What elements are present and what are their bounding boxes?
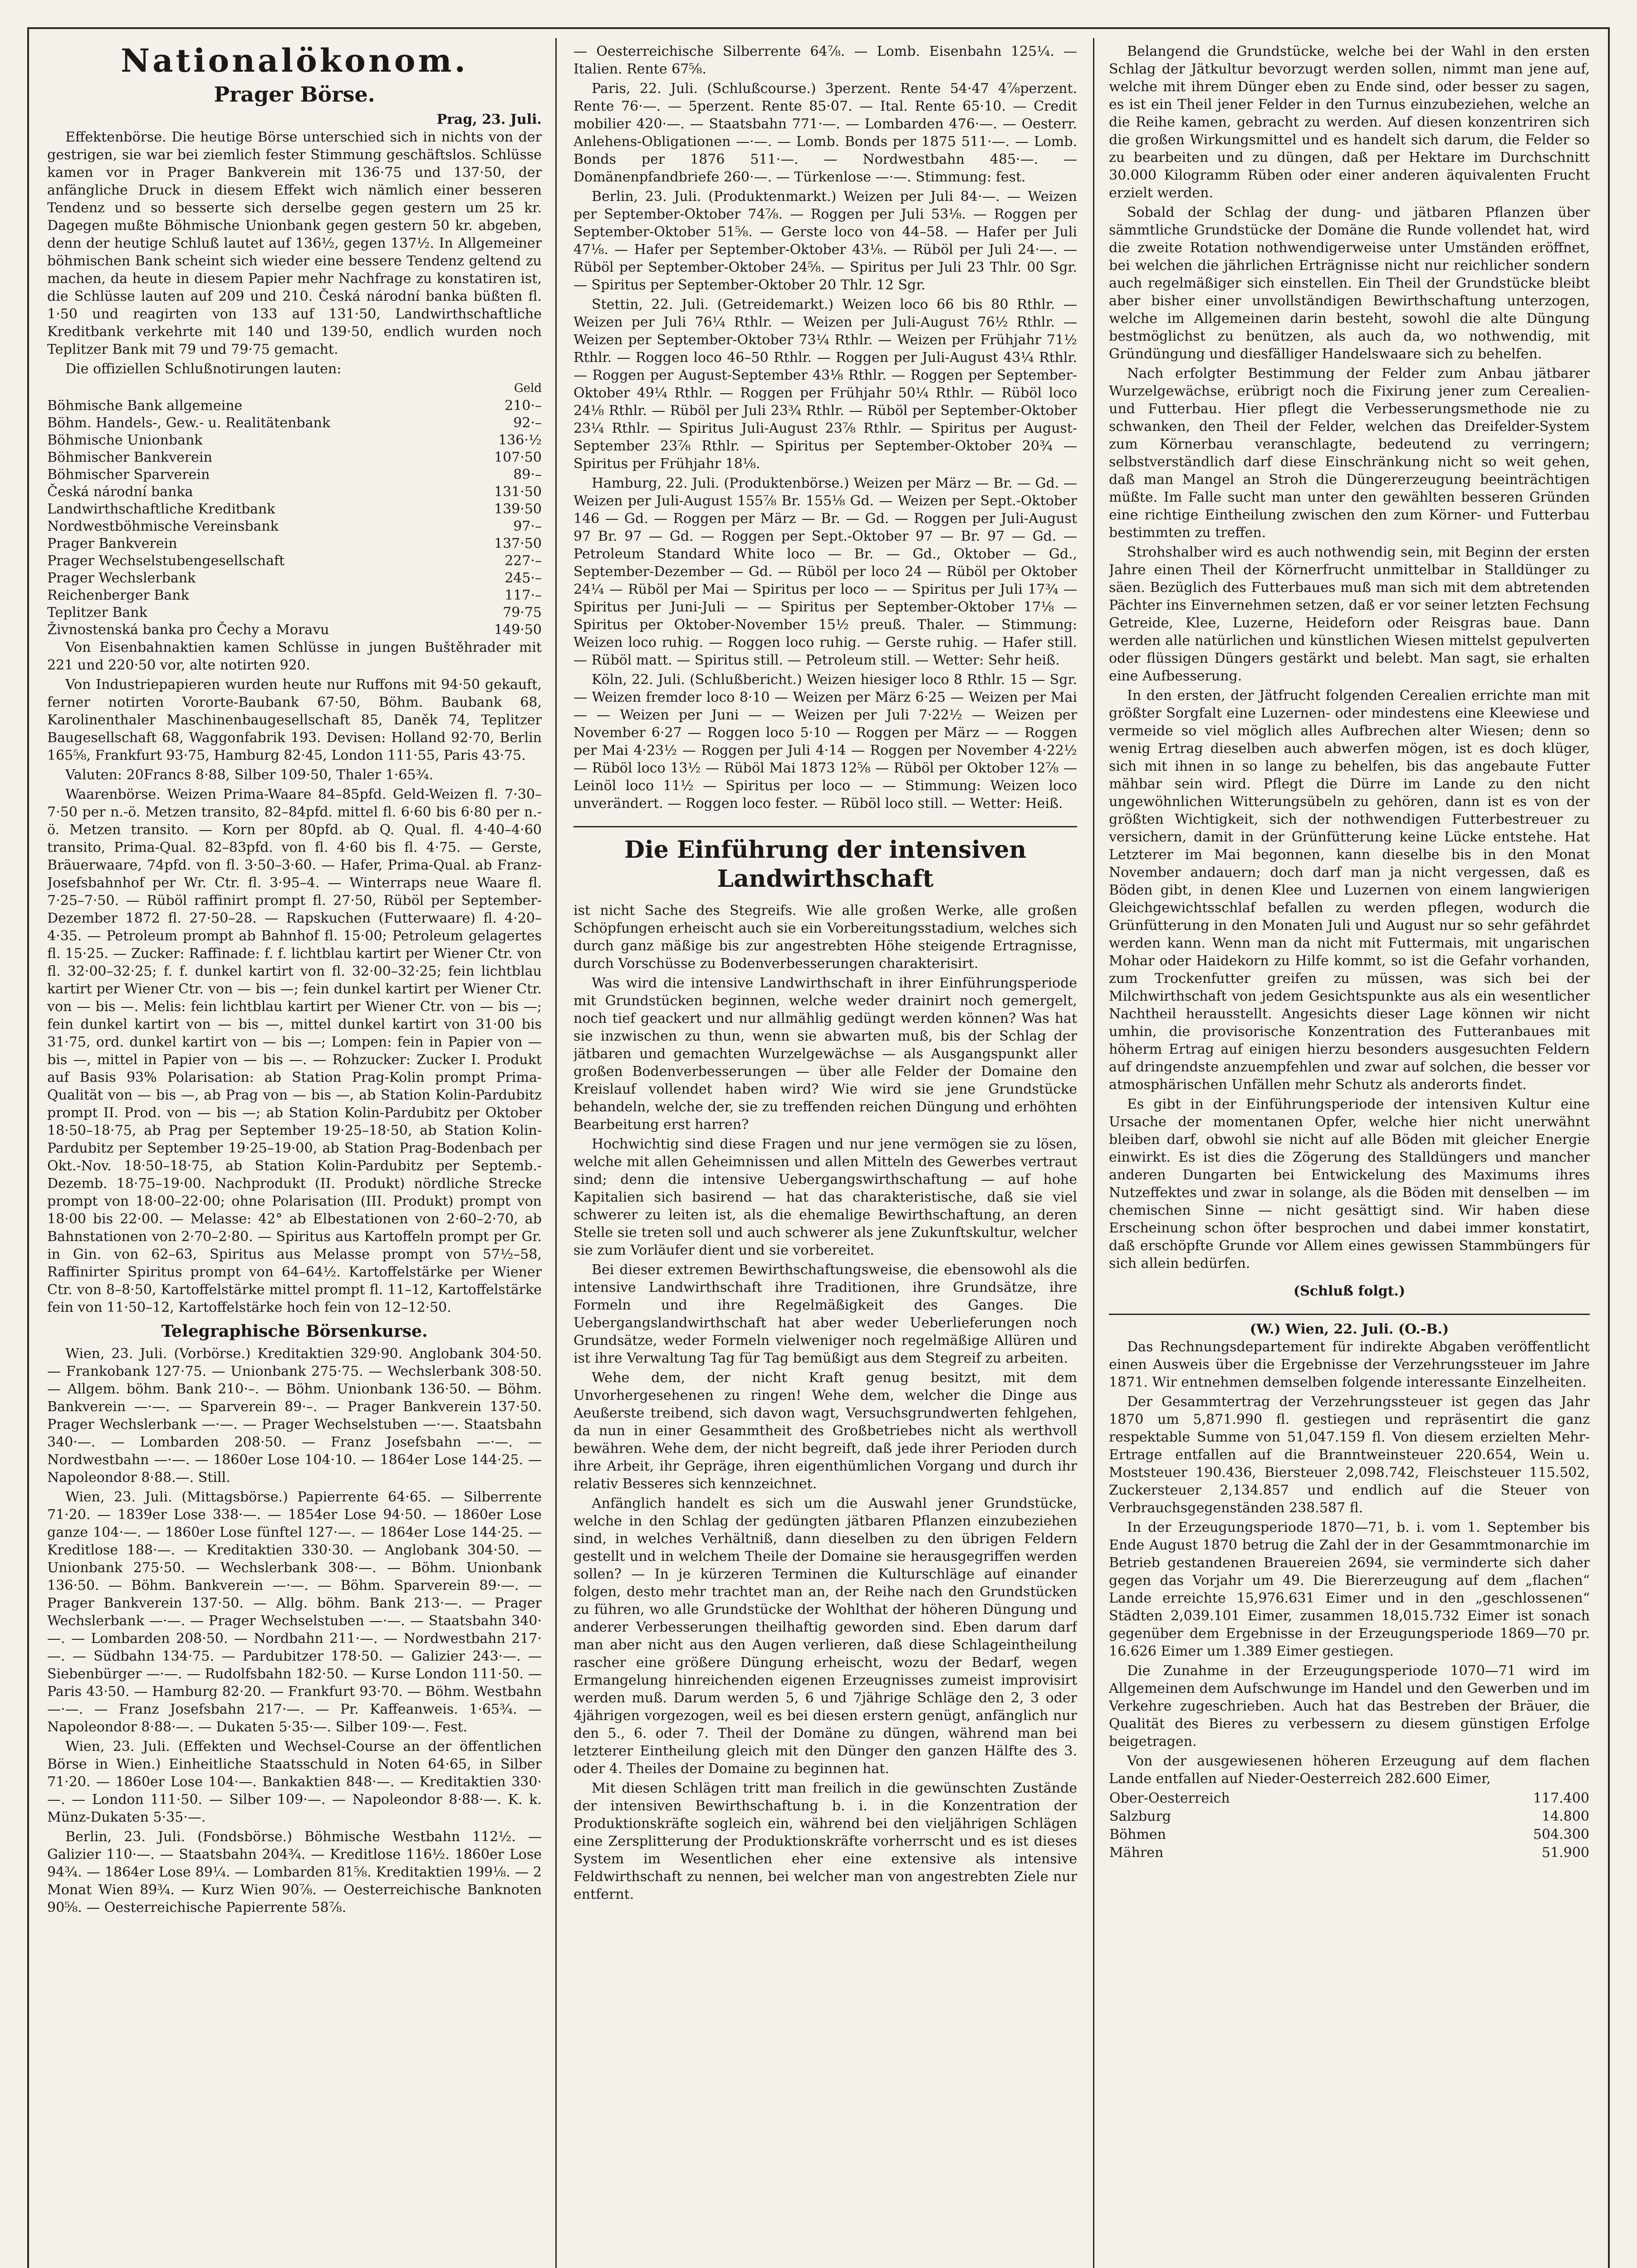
wien-heading: (W.) Wien, 22. Juli. (O.-B.) <box>1250 1321 1449 1337</box>
quote-row <box>47 415 542 432</box>
article-paragraph: Wehe dem, der nicht Kraft genug besitzt, mit dem Unvorhergesehenen zu ringen! Wehe dem, welcher die Dinge aus Aeußerste treibend, sich davon wagt, Versuchsgrundwerten fehlgehen, da nun in einer Gesammtheit des Großbetriebes nicht als werthvoll bewähren. Wehe dem, der nicht begreift, daß jede ihrer Perioden durch ihre Arbeit, ihr Gepräge, ihren eigenthümlichen Vorgang und durch ihr relativ Besseres sich kennzeichnet. <box>573 1370 1077 1492</box>
wien-paragraph: Die Zunahme in der Erzeugungsperiode 1070—71 wird im Allgemeinen dem Aufschwunge im Handel und den Gewerben und im Verkehre zugeschrieben. Auch hat das Bestreben der Bräuer, die Qualität des Bieres zu verbessern zu diesem günstigen Erfolge beigetragen. <box>1109 1663 1590 1750</box>
provinces-table <box>1109 1789 1590 1862</box>
top-paragraph: — Oesterreichische Silberrente 64⅞. — Lomb. Eisenbahn 125¼. — Italien. Rente 67⅝. <box>573 44 1077 77</box>
berlin-produkte: Berlin, 23. Juli. (Produktenmarkt.) Weizen per Juli 84·—. — Weizen per September-Oktober 74⅞. — Roggen per Juli 53⅛. — Roggen per September-Oktober 51⅝. — Gerste loco von 44–58. — Hafer per Juli 47⅛. — Hafer per September-Oktober 43⅛. — Rüböl per Juli 24·—. — Rüböl per September-Oktober 24⅝. — Spiritus per Juli 23 Thlr. 00 Sgr. — Spiritus per September-Oktober 20 Thlr. 12 Sgr. <box>573 189 1077 293</box>
province-row-name: Ober-Oesterreich <box>1109 1790 1230 1806</box>
quote-row-name: Česká národní banka <box>47 484 193 500</box>
quote-row <box>47 484 542 501</box>
province-row <box>1109 1844 1590 1862</box>
section-masthead: Nationalökonom. <box>121 43 468 79</box>
quote-row <box>47 570 542 587</box>
newspaper-page <box>27 27 1610 2268</box>
quote-row <box>47 587 542 604</box>
rail-paragraph: Von Eisenbahnaktien kamen Schlüsse in jungen Buštěhrader mit 221 und 220·50 vor, alte notirten 920. <box>47 640 542 673</box>
article-cont-paragraph: Sobald der Schlag der dung- und jätbaren Pflanzen über sämmtliche Grundstücke der Domäne die Runde vollendet hat, wird die zweite Rotation nothwendigerweise unter Umständen eröffnet, bei welchen die jährlichen Erträgnisse nicht nur reichlicher sondern auch regelmäßiger sich einstellen. Ein Theil der Grundstücke bleibt aber bisher einer unvollständigen Bewirthschaftung unterzogen, welche im Allgemeinen darin besteht, sowohl die alte Düngung bestmöglichst zu benützen, als auch da, wo nothwendig, mit Gründüngung und diesfälliger Handelswaare sich zu behelfen. <box>1109 205 1590 362</box>
quote-row-name: Böhmische Unionbank <box>47 432 203 448</box>
quote-row <box>47 466 542 484</box>
quotes-table <box>47 397 542 639</box>
quote-row <box>47 552 542 570</box>
column-1 <box>47 43 542 2268</box>
hamburg-report: Hamburg, 22. Juli. (Produktenbörse.) Weizen per März — Br. — Gd. — Weizen per Juli-August 155⅞ Br. 155⅛ Gd. — Weizen per Sept.-Oktober 146 — Gd. — Roggen per März — Br. — Gd. — Roggen per Juli-August 97 Br. 97 — Gd. — Roggen per Sept.-Oktober 97 — Br. 97 — Gd. — Petroleum Standard White loco — Br. — Gd., Oktober — Gd., September-Dezember — Gd. — Rüböl per loco 24 — Rüböl per Oktober 24¼ — Rüböl per Mai — Spiritus per loco — — Spiritus per Juli 17¾ — Spiritus per Juni-Juli — — Spiritus per September-Oktober 17⅛ — Spiritus per Oktober-November 15½ preuß. Thaler. — Stimmung: Weizen loco ruhig. — Roggen loco ruhig. — Gerste ruhig. — Hafer still. — Rüböl matt. — Spiritus still. — Petroleum still. — Wetter: Sehr heiß. <box>573 475 1077 668</box>
article-continuation <box>1109 43 1590 1272</box>
quote-row-value: 89·– <box>513 467 542 483</box>
province-row-name: Böhmen <box>1109 1827 1166 1843</box>
quote-row <box>47 604 542 621</box>
quote-row <box>47 535 542 552</box>
waaren-paragraph: Waarenbörse. Weizen Prima-Waare 84–85pfd. Geld-Weizen fl. 7·30–7·50 per n.-ö. Metzen transito, 82–84pfd. mittel fl. 6·60 bis 6·80 per n.-ö. Metzen transito. — Korn per 80pfd. ab Q. Qual. fl. 4·40–4·60 transito, Prima-Qual. 82–83pfd. von fl. 4·60 bis fl. 4·75. — Gerste, Bräuerwaare, 74pfd. von fl. 3·50–3·60. — Hafer, Prima-Qual. ab Franz-Josefsbahnhof per Wr. Ctr. fl. 3·95–4. — Winterraps neue Waare fl. 7·25–7·50. — Rüböl raffinirt prompt fl. 27·50, Rüböl per September-Dezember 1872 fl. 27·50–28. — Rapskuchen (Futterwaare) fl. 4·20–4·35. — Petroleum prompt ab Bahnhof fl. 15·00; Petroleum gelagertes fl. 15·25. — Zucker: Raffinade: f. f. lichtblau kartirt per Wiener Ctr. von fl. 32·00–32·25; f. f. dunkel kartirt von fl. 32·00–32·25; fein lichtblau kartirt per Wiener Ctr. von — bis —; fein dunkel kartirt per Wiener Ctr. von — bis —. Melis: fein lichtblau kartirt per Wiener Ctr. von — bis —; fein dunkel kartirt von — bis —, mittel dunkel kartirt von 31·00 bis 31·75, ord. dunkel kartirt von — bis —; Lompen: fein in Papier von — bis —, mittel in Papier von — bis —. — Rohzucker: Zucker I. Produkt auf Basis 93% Polarisation: ab Station Prag-Kolin prompt Prima-Qualität von — bis —, ab Prag von — bis —, ab Station Kolin-Pardubitz prompt II. Prod. von — bis —; ab Station Kolin-Pardubitz per Oktober 18·50–18·75, ab Prag per September 19·25–18·50, ab Station Kolin-Pardubitz per September 19·25–19·00, ab Station Prag-Bodenbach per Okt.-Nov. 18·50–18·75, ab Station Kolin-Pardubitz per Septemb.-Dezemb. 18·75–19·00. Nachprodukt (II. Produkt) nördliche Strecke prompt von 18·00–22·00; ohne Polarisation (III. Produkt) prompt von 18·00 bis 22·00. — Melasse: 42° ab Elbestationen von 2·60–2·70, ab Bahnstationen von 2·70–2·80. — Spiritus aus Kartoffeln prompt per Gr. in Gin. von 62–63, Spiritus aus Melasse prompt von 57½–58, Raffinirter Spiritus prompt von 64–64½. Kartoffelstärke per Wiener Ctr. von 8–8·50, Kartoffelstärke mittel prompt fl. 11–12, Kartoffelstärke fein von 11·50–12, Kartoffelstärke hoch fein von 12–12·50. <box>47 787 542 1315</box>
article-paragraph: Anfänglich handelt es sich um die Auswahl jener Grundstücke, welche in den Schlag der gedüngten jätbaren Pflanzen einzubeziehen sind, in welches Verhältniß, dann dieselben zu den übrigen Feldern gestellt und in welchem Theile der Domaine sie herausgegriffen werden sollen? — In je kürzeren Terminen die Kulturschläge auf einander folgen, desto mehr trachtet man an, der Reihe nach den Grundstücken zu führen, wo alle Grundstücke der Wohlthat der höheren Düngung und anderer Verbesserungen theilhaftig geworden sind. Eben darum darf man aber nicht aus den Augen verlieren, daß diese Schlageintheilung rascher eine größere Düngung erheischt, wozu der Bedarf, wegen Ermangelung hinreichenden eigenen Erzeugnisses zumeist improvisirt werden muß. Darum werden 5, 6 und 7jährige Schläge den 2, 3 oder 4jährigen vorgezogen, weil es bei diesen erstern genügt, anfänglich nur den 5., 6. oder 7. Theil der Domäne zu düngen, während man bei letzterer Eintheilung gleich mit den Dünger den ganzen Hälfte des 3. oder 4. Theiles der Domaine zu beginnen hat. <box>573 1496 1077 1777</box>
dateline: Prag, 23. Juli. <box>436 112 542 127</box>
column-rule <box>1093 38 1094 2268</box>
quote-row <box>47 621 542 639</box>
koeln-report: Köln, 22. Juli. (Schlußbericht.) Weizen hiesiger loco 8 Rthlr. 15 — Sgr. — Weizen fremder loco 8·10 — Weizen per März 6·25 — Weizen per Mai — — Weizen per Juni — — Weizen per Juli 7·22½ — Weizen per November 6·27 — Roggen loco 5·10 — Roggen per März — — Roggen per Mai 4·23½ — Roggen per Juli 4·14 — Roggen per November 4·22½ — Rüböl loco 13½ — Rüböl Mai 1873 12⅝ — Rüböl per Oktober 12⅞ — Leinöl loco 11½ — Spiritus per loco — — Stimmung: Weizen loco unverändert. — Roggen loco fester. — Rüböl loco still. — Wetter: Heiß. <box>573 672 1077 811</box>
intro-paragraph: Effektenbörse. Die heutige Börse unterschied sich in nichts von der gestrigen, sie war bei ziemlich fester Stimmung geschäftslos. Schlüsse kamen vor in Prager Bankverein mit 136·75 und 137·50, der anfängliche Druck in diesem Effekt wich nämlich einer besseren Tendenz und so besserte sich derselbe gegen gestern um 25 kr. Dagegen mußte Böhmische Unionbank gegen gestern 50 kr. abgeben, denn der heutige Schluß lautet auf 136½, gegen 137½. In Allgemeiner böhmischen Bank scheint sich wieder eine bessere Tendenz geltend zu machen, da heute in diesem Papier mehr Nachfrage zu konstatiren ist, die Schlüsse lauten auf 209 und 210. Česká národní banka büßten fl. 1·50 und reagirten von 133 auf 131·50, Landwirthschaftliche Kreditbank verkehrte mit 140 und 139·50, endlich wurden noch Teplitzer Bank mit 79 und 79·75 gemacht. <box>47 129 542 357</box>
quote-row-value: 97·– <box>513 518 542 534</box>
quote-row <box>47 501 542 518</box>
article-title: Die Einführung der intensiven Landwirthschaft <box>573 826 1077 894</box>
wien-paragraph: Der Gesammtertrag der Verzehrungssteuer ist gegen das Jahr 1870 um 5,871.990 fl. gestiegen und repräsentirt die ganz respektable Summe von 51,047.159 fl. Von diesem erzielten Mehr-Ertrage entfallen auf die Branntweinsteuer 220.654, Wein u. Moststeuer 190.436, Biersteuer 2,098.742, Fleischsteuer 115.502, Zuckersteuer 2,134.857 und endlich auf die Steuer von Verbrauchsgegenständen 238.587 fl. <box>1109 1394 1590 1516</box>
quote-row-value: 117·– <box>505 587 542 603</box>
article-cont-paragraph: Es gibt in der Einführungsperiode der intensiven Kultur eine Ursache der momentanen Opfer, welche hier nicht unerwähnt bleiben darf, obwohl sie nicht auf alle Böden mit gleicher Energie einwirkt. Es ist dies die Zögerung des Stalldüngers und mancher anderen Dungarten bei Entwickelung des Maximums ihres Nutzeffektes und zwar in solange, als die Böden mit denselben — im chemischen Sinne — nicht gesättigt sind. Wir haben diese Erscheinung schon öfter besprochen und dabei immer konstatirt, daß erschöpfte Grunde vor Allem eines gewissen Stammbüngers für sich allein bedürfen. <box>1109 1096 1590 1271</box>
section-subhead: Prager Börse. <box>214 82 375 107</box>
berlin-fondsboerse: Berlin, 23. Juli. (Fondsbörse.) Böhmische Westbahn 112½. — Galizier 110·—. — Staatsbahn 204¾. — Kreditlose 116½. 1860er Lose 94¾. — 1864er Lose 89¼. — Lombarden 81⅝. Kreditaktien 199⅛. — 2 Monat Wien 89¾. — Kurz Wien 90⅞. — Oesterreichische Banknoten 90⅝. — Oesterreichische Papierrente 58⅞. <box>47 1829 542 1916</box>
province-row <box>1109 1789 1590 1808</box>
province-row-value: 51.900 <box>1542 1845 1589 1861</box>
article-paragraph: Was wird die intensive Landwirthschaft in ihrer Einführungsperiode mit Grundstücken beginnen, welche weder drainirt noch gemergelt, noch tief geackert und nur allmählig gedüngt werden können? Was hat sie inzwischen zu thun, wenn sie abwarten muß, bis der Schlag der jätbaren und gemachten Wurzelgewächse — als Ausgangspunkt aller großen Bodenverbesserungen — über alle Felder der Domaine den Kreislauf vollendet haben wird? Wie wird sie jene Grundstücke behandeln, welche der, sie zu treffenden reichen Düngung und erhöhten Bearbeitung erst harren? <box>573 975 1077 1133</box>
industry-paragraph: Von Industriepapieren wurden heute nur Ruffons mit 94·50 gekauft, ferner notirten Vororte-Baubank 67·50, Böhm. Baubank 68, Karolinenthaler Maschinenbaugesellschaft 85, Daněk 74, Teplitzer Baugesellschaft 68, Waggonfabrik 193. Devisen: Holland 92·70, Berlin 165⅝, Frankfurt 93·75, Hamburg 82·45, London 111·55, Paris 43·75. <box>47 677 542 763</box>
quote-row-value: 139·50 <box>494 501 542 517</box>
quote-row-name: Prager Wechselstubengesellschaft <box>47 553 285 569</box>
stettin-report: Stettin, 22. Juli. (Getreidemarkt.) Weizen loco 66 bis 80 Rthlr. — Weizen per Juli 76¼ Rthlr. — Weizen per Juli-August 76½ Rthlr. — Weizen per September-Oktober 73¼ Rthlr. — Weizen per Frühjahr 71½ Rthlr. — Roggen loco 46–50 Rthlr. — Roggen per Juli-August 43¼ Rthlr. — Roggen per August-September 43⅛ Rthlr. — Roggen per September-Oktober 49¼ Rthlr. — Roggen per Frühjahr 50¼ Rthlr. — Rüböl loco 24⅛ Rthlr. — Rüböl per Juli 23¾ Rthlr. — Rüböl per September-Oktober 23¼ Rthlr. — Spiritus Juli-August 23⅞ Rthlr. — Spiritus per August-September 23⅞ Rthlr. — Spiritus per September-Oktober 20¾ — Spiritus per Frühjahr 18⅛. <box>573 297 1077 472</box>
quote-row-value: 92·– <box>513 415 542 431</box>
province-row-value: 504.300 <box>1533 1827 1589 1843</box>
quote-row-name: Böhmischer Bankverein <box>47 450 212 465</box>
quote-row <box>47 432 542 449</box>
quote-row-value: 107·50 <box>494 450 542 465</box>
province-row <box>1109 1826 1590 1844</box>
quote-row-name: Prager Bankverein <box>47 536 177 552</box>
quotes-caption: Geld <box>514 381 542 395</box>
column-2 <box>573 43 1077 2268</box>
article-cont-paragraph: In den ersten, der Jätfrucht folgenden Cerealien errichte man mit größter Sorgfalt eine Luzernen- oder mindestens eine Kleewiese und vermeide so viel möglich alles Aufbrechen alter Wiesen; denn so wenig Ertrag dieselben auch abwerfen mögen, ist es doch klüger, sich mit ihnen in so lange zu behelfen, bis das angebaute Futter mähbar sein wird. Pflegt die Dürre im Lande zu den nicht ungewöhnlichen Witterungsübeln zu gehören, dann ist es von der größten Wichtigkeit, sich der nothwendigen Futterbestreuer zu versichern, damit in der Grünfütterung keine Lücke entstehe. Hat Letzterer im Mai begonnen, kann dieselbe bis in den Monat November andauern; doch darf man ja nicht vergessen, daß es Böden gibt, in denen Klee und Luzernen von einem langwierigen Gleichgewichtsschlaf befallen zu werden pflegen, wodurch die Grünfütterung in den Monaten Juli und August nur so sehr gefährdet werden kann. Wenn man da nicht mit Futtermais, mit ungarischen Mohar oder Haidekorn zu Hilfe kommt, so ist die Gefahr vorhanden, zum Trockenfutter greifen zu müssen, was sich bei der Milchwirthschaft von jedem Gesichtspunkte aus als ein wesentlicher Nachtheil herausstellt. Angesichts dieser Lage können wir nicht umhin, die provisorische Konzentration des Futteranbaues mit höherm Ertrag auf einigen hierzu besonders ausgesuchten Feldern auf dringendste anzuempfehlen und zwar auf solchen, die besser vor atmosphärischen Unfällen mehr Schutz als anderorts findet. <box>1109 688 1590 1093</box>
divider <box>1109 1314 1590 1315</box>
quote-row-name: Böhm. Handels-, Gew.- u. Realitätenbank <box>47 415 330 431</box>
article-paragraph: Hochwichtig sind diese Fragen und nur jene vermögen sie zu lösen, welche mit allen Geheimnissen und allen Mitteln des Gewerbes vertraut sind; denn die intensive Uebergangswirthschaftung — auf hohe Kapitalien sich basirend — hat das charakteristische, daß sie viel schwerer zu leiten ist, als die ehemalige Bewirthschaftung, an deren Stelle sie treten soll und auch schwerer als jene Zukunftskultur, welcher sie zum Vorläufer dient und sie vorbereitet. <box>573 1136 1077 1258</box>
wien-vorboerse: Wien, 23. Juli. (Vorbörse.) Kreditaktien 329·90. Anglobank 304·50. — Frankobank 127·75. — Unionbank 275·75. — Wechslerbank 308·50. — Allgem. böhm. Bank 210·–. — Böhm. Unionbank 136·50. — Böhm. Bankverein —·—. — Sparverein 89·–. — Prager Bankverein 137·50. Prager Wechslerbank —·—. — Prager Wechselstuben —·—. Staatsbahn 340·—. — Lombarden 208·50. — Franz Josefsbahn —·—. — Nordwestbahn —·—. — 1860er Lose 104·10. — 1864er Lose 144·25. — Napoleondor 8·88.—. Still. <box>47 1346 542 1486</box>
quote-row-value: 245·– <box>505 570 542 586</box>
province-row-name: Salzburg <box>1109 1809 1171 1824</box>
article-cont-paragraph: Strohshalber wird es auch nothwendig sein, mit Beginn der ersten Jahre einen Theil der Körnerfrucht unmittelbar in Stalldünger zu säen. Bezüglich des Futterbaues muß man sich mit dem abtretenden Pächter ins Einvernehmen setzen, daß er vor seiner letzten Fechsung Getreide, Klee, Luzerne, Heideforn oder Reisgras baue. Dann werden alle natürlichen und künstlichen Wiesen mittelst gepulverten oder flüssigen Düngers gestärkt und belebt. Man sagt, sie erhalten eine Aufbesserung. <box>1109 544 1590 684</box>
quote-row-name: Reichenberger Bank <box>47 587 189 603</box>
wien-mittagsboerse: Wien, 23. Juli. (Mittagsbörse.) Papierrente 64·65. — Silberrente 71·20. — 1839er Lose 338·—. — 1854er Lose 94·50. — 1860er Lose ganze 104·—. — 1860er Lose fünftel 127·—. — 1864er Lose 144·25. — Kreditlose 188·—. — Kreditaktien 330·30. — Anglobank 304·50. — Unionbank 275·50. — Wechslerbank 308·—. — Böhm. Unionbank 136·50. — Böhm. Bankverein —·—. — Böhm. Sparverein 89·—. — Prager Bankverein 137·50. — Allg. böhm. Bank 213·—. — Prager Wechslerbank —·—. — Prager Wechselstuben —·—. — Staatsbahn 340·—. — Lombarden 208·50. — Nordbahn 211·—. — Nordwestbahn 217·—. — Südbahn 134·75. — Pardubitzer 178·50. — Galizier 243·—. — Siebenbürger —·—. — Rudolfsbahn 182·50. — Kurse London 111·50. — Paris 43·50. — Hamburg 82·20. — Frankfurt 93·70. — Böhm. Westbahn —·—. — Franz Josefsbahn 217·—. — Pr. Kaffeanweis. 1·65¾. — Napoleondor 8·88·—. — Dukaten 5·35·—. Silber 109·—. Fest. <box>47 1489 542 1735</box>
quote-row-value: 210·– <box>505 398 542 414</box>
quote-row-name: Teplitzer Bank <box>47 605 147 621</box>
article-cont-paragraph: Nach erfolgter Bestimmung der Felder zum Anbau jätbarer Wurzelgewächse, erübrigt noch die Fixirung jener zum Cerealien- und Futterbau. Hier pflegt die Verbesserungsmethode nie zu schwanken, den Theil der Felder, welchen das Dreifelder-System zum Körnerbau veranschlagte, bedeutend zu verringern; selbstverständlich darf diese Einschränkung nicht so weit gehen, daß man Mangel an Stroh die Düngererzeugung beeinträchtigen müßte. Im Falle sucht man unter den gewählten besseren Gründen eine richtige Eintheilung zwischen den zum Körner- und Futterbau bestimmten zu treffen. <box>1109 366 1590 541</box>
quote-row <box>47 449 542 466</box>
wien-paragraph: Das Rechnungsdepartement für indirekte Abgaben veröffentlicht einen Ausweis über die Ergebnisse der Verzehrungssteuer im Jahre 1871. Wir entnehmen demselben folgende interessante Einzelheiten. <box>1109 1339 1590 1390</box>
quote-row-name: Prager Wechslerbank <box>47 570 196 586</box>
quote-row-name: Böhmischer Sparverein <box>47 467 210 483</box>
quote-row-value: 136·½ <box>498 432 542 448</box>
telegraph-title: Telegraphische Börsenkurse. <box>161 1322 428 1341</box>
province-row-value: 14.800 <box>1542 1809 1589 1824</box>
province-row-name: Mähren <box>1109 1845 1164 1861</box>
article-paragraph: Bei dieser extremen Bewirthschaftungsweise, die ebensowohl als die intensive Landwirthschaft ihre Traditionen, ihre Grundsätze, ihre Formeln und ihre Regelmäßigkeit des Ganges. Die Uebergangslandwirthschaft hat aber weder Ueberlieferungen noch Grundsätze, weder Formeln vielweniger noch regelmäßige Allüren und ist ihre Verwaltung Tag für Tag bemüßigt aus dem Stegreif zu arbeiten. <box>573 1262 1077 1366</box>
wien-body <box>1109 1338 1590 1788</box>
wien-paragraph: In der Erzeugungsperiode 1870—71, b. i. vom 1. September bis Ende August 1870 betrug die Zahl der in der Gesammtmonarchie im Betrieb gestandenen Brauereien 2694, sie verminderte sich daher gegen das Vorjahr um 49. Die Biererzeugung auf dem „flachen“ Lande erreichte 15,976.631 Eimer und in den „geschlossenen“ Städten 2,039.101 Eimer, zusammen 18,015.732 Eimer ist sonach gegenüber dem Ergebnisse in der Erzeugungsperiode 1869—70 pr. 16.626 Eimer um 1.389 Eimer gestiegen. <box>1109 1520 1590 1659</box>
quote-row-name: Böhmische Bank allgemeine <box>47 398 243 414</box>
province-row <box>1109 1808 1590 1826</box>
quote-row-value: 79·75 <box>503 605 542 621</box>
wien-effekten: Wien, 23. Juli. (Effekten und Wechsel-Course an der öffentlichen Börse in Wien.) Einheitliche Staatsschuld in Noten 64·65, in Silber 71·20. — 1860er Lose 104·—. Bankaktien 848·—. — Kreditaktien 330·—. — London 111·50. — Silber 109·—. — Napoleondor 8·88·—. K. k. Münz-Dukaten 5·35·—. <box>47 1739 542 1825</box>
quotes-intro: Die offiziellen Schlußnotirungen lauten: <box>65 361 342 377</box>
column-rule <box>555 38 557 2268</box>
article-paragraph: Mit diesen Schlägen tritt man freilich in die gewünschten Zustände der intensiven Bewirthschaftung b. i. in die Konzentration der Produktionskräfte sogleich ein, während bei den vieljährigen Schlägen eine Zersplitterung der Produktionskräfte vorherrscht und es ist dieses System im Wesentlichen eher eine extensive als intensive Feldwirthschaft zu nennen, bei welcher man von angestrebten Ziele nur entfernt. <box>573 1780 1077 1902</box>
article-body <box>573 902 1077 1903</box>
province-row-value: 117.400 <box>1533 1790 1589 1806</box>
quote-row <box>47 397 542 415</box>
quote-row-name: Landwirthschaftliche Kreditbank <box>47 501 275 517</box>
paris-report: Paris, 22. Juli. (Schlußcourse.) 3perzent. Rente 54·47 4⅞perzent. Rente 76·—. — 5perzent. Rente 85·07. — Ital. Rente 65·10. — Credit mobilier 420·—. — Staatsbahn 771·—. — Lombarden 476·—. — Oesterr. Anlehens-Obligationen —·—. — Lomb. Bonds per 1875 511·—. — Lomb. Bonds per 1876 511·—. — Nordwestbahn 485·—. — Domänenpfandbriefe 260·—. — Türkenlose —·—. Stimmung: fest. <box>573 81 1077 185</box>
article-cont-paragraph: Belangend die Grundstücke, welche bei der Wahl in den ersten Schlag der Jätkultur bevorzugt werden sollen, nimmt man jene auf, welche mit ihrem Dünger eben zu Ende sind, oder besser zu sagen, es ist ein Theil jener Felder in den Turnus einzubeziehen, welche an die Reihe kamen, gebracht zu werden. Auf diesen konzentriren sich die großen Wirkungsmittel und es handelt sich darum, die Felder so zu bearbeiten und zu düngen, daß per Hektare im Durchschnitt 30.000 Kilogramm Rüben oder einer anderen äquivalenten Frucht erzielt werden. <box>1109 44 1590 201</box>
valuta-paragraph: Valuten: 20Francs 8·88, Silber 109·50, Thaler 1·65¾. <box>65 767 434 783</box>
quote-row-name: Nordwestböhmische Vereinsbank <box>47 518 279 534</box>
continued-note: (Schluß folgt.) <box>1293 1283 1406 1299</box>
quote-row <box>47 518 542 535</box>
quote-row-name: Živnostenská banka pro Čechy a Moravu <box>47 622 329 638</box>
quote-row-value: 131·50 <box>494 484 542 500</box>
wien-paragraph: Von der ausgewiesenen höheren Erzeugung auf dem flachen Lande entfallen auf Nieder-Oesterreich 282.600 Eimer, <box>1109 1753 1590 1787</box>
article-paragraph: ist nicht Sache des Stegreifs. Wie alle großen Werke, alle großen Schöpfungen erheischt auch sie ein Vorbereitungsstadium, welches sich durch ganz mäßige bis zur angestrebten Höhe steigende Ertragnisse, durch Vorschüsse zu Bodenverbesserungen charakterisirt. <box>573 903 1077 972</box>
quote-row-value: 137·50 <box>494 536 542 552</box>
quote-row-value: 227·– <box>505 553 542 569</box>
column-3 <box>1109 43 1590 2268</box>
quote-row-value: 149·50 <box>494 622 542 638</box>
